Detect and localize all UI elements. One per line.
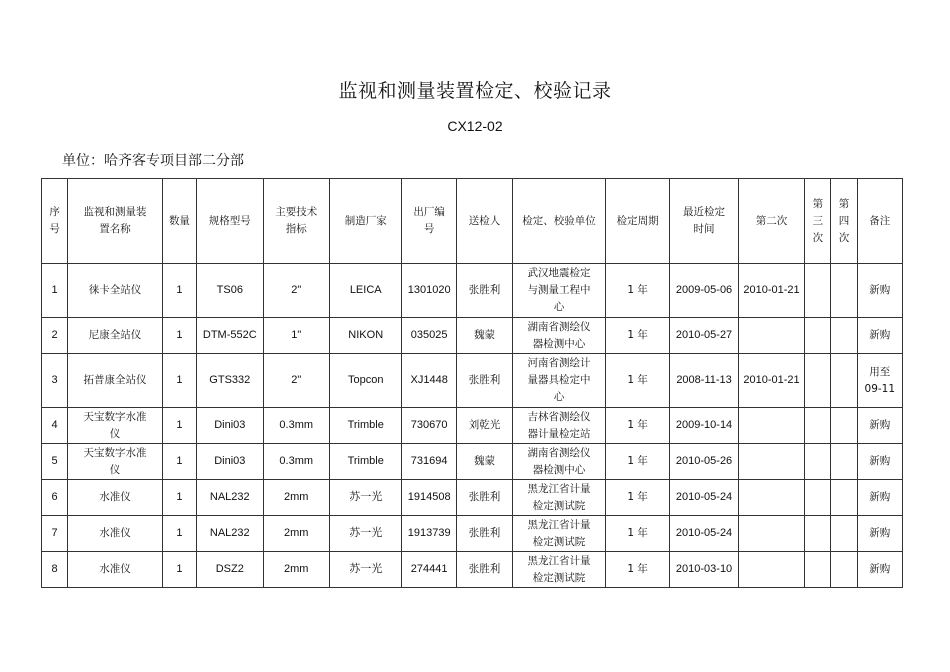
cell-second xyxy=(738,552,804,588)
cell-model: DTM-552C xyxy=(197,318,263,354)
table-row xyxy=(42,408,903,444)
cell-note: 新购 xyxy=(857,408,902,444)
cell-maker: Topcon xyxy=(329,354,402,408)
cell-third xyxy=(805,264,831,318)
cell-fourth xyxy=(831,408,857,444)
cell-sender: 魏蒙 xyxy=(456,318,512,354)
cell-third xyxy=(805,408,831,444)
header-note: 备注 xyxy=(857,179,902,264)
cell-model: NAL232 xyxy=(197,516,263,552)
cell-name: 天宝数字水准 仪 xyxy=(68,408,163,444)
cell-cycle: 1 年 xyxy=(605,516,669,552)
cell-last: 2010-05-24 xyxy=(670,516,738,552)
cell-sender: 张胜利 xyxy=(456,354,512,408)
cell-spec: 2" xyxy=(263,264,329,318)
cell-sender: 刘乾光 xyxy=(456,408,512,444)
cell-name: 水准仪 xyxy=(68,516,163,552)
cell-cycle: 1 年 xyxy=(605,408,669,444)
cell-fourth xyxy=(831,552,857,588)
cell-name: 拓普康全站仪 xyxy=(68,354,163,408)
cell-no: 6 xyxy=(42,480,68,516)
cell-second xyxy=(738,318,804,354)
cell-second xyxy=(738,444,804,480)
cell-org: 黑龙江省计量 检定测试院 xyxy=(513,552,606,588)
cell-third xyxy=(805,354,831,408)
cell-note: 新购 xyxy=(857,444,902,480)
cell-second xyxy=(738,516,804,552)
cell-maker: Trimble xyxy=(329,408,402,444)
cell-fourth xyxy=(831,516,857,552)
header-no: 序 号 xyxy=(42,179,68,264)
cell-fourth xyxy=(831,354,857,408)
cell-model: Dini03 xyxy=(197,444,263,480)
cell-last: 2009-10-14 xyxy=(670,408,738,444)
cell-qty: 1 xyxy=(162,552,196,588)
cell-qty: 1 xyxy=(162,354,196,408)
header-maker: 制造厂家 xyxy=(329,179,402,264)
cell-serial: 1913739 xyxy=(402,516,456,552)
cell-third xyxy=(805,444,831,480)
cell-name: 徕卡全站仪 xyxy=(68,264,163,318)
cell-maker: Trimble xyxy=(329,444,402,480)
table-row xyxy=(42,552,903,588)
cell-cycle: 1 年 xyxy=(605,480,669,516)
table-row xyxy=(42,480,903,516)
cell-qty: 1 xyxy=(162,444,196,480)
header-name: 监视和测量装 置名称 xyxy=(68,179,163,264)
header-third: 第 三 次 xyxy=(805,179,831,264)
cell-fourth xyxy=(831,444,857,480)
cell-org: 黑龙江省计量 检定测试院 xyxy=(513,480,606,516)
cell-third xyxy=(805,552,831,588)
header-cycle: 检定周期 xyxy=(605,179,669,264)
cell-second: 2010-01-21 xyxy=(738,264,804,318)
cell-spec: 0.3mm xyxy=(263,444,329,480)
cell-cycle: 1 年 xyxy=(605,318,669,354)
cell-second xyxy=(738,408,804,444)
cell-org: 武汉地震检定 与测量工程中 心 xyxy=(513,264,606,318)
cell-sender: 张胜利 xyxy=(456,552,512,588)
cell-name: 水准仪 xyxy=(68,480,163,516)
cell-serial: 730670 xyxy=(402,408,456,444)
cell-no: 1 xyxy=(42,264,68,318)
cell-maker: LEICA xyxy=(329,264,402,318)
cell-last: 2010-05-27 xyxy=(670,318,738,354)
document-title: 监视和测量装置检定、校验记录 xyxy=(338,80,612,102)
cell-serial: 1914508 xyxy=(402,480,456,516)
calibration-record-table xyxy=(41,178,903,588)
cell-name: 天宝数字水准 仪 xyxy=(68,444,163,480)
cell-spec: 2mm xyxy=(263,552,329,588)
cell-cycle: 1 年 xyxy=(605,444,669,480)
cell-spec: 2mm xyxy=(263,516,329,552)
cell-name: 水准仪 xyxy=(68,552,163,588)
cell-note: 新购 xyxy=(857,264,902,318)
cell-qty: 1 xyxy=(162,264,196,318)
cell-sender: 张胜利 xyxy=(456,480,512,516)
cell-qty: 1 xyxy=(162,516,196,552)
cell-model: NAL232 xyxy=(197,480,263,516)
cell-no: 4 xyxy=(42,408,68,444)
cell-maker: 苏一光 xyxy=(329,516,402,552)
cell-cycle: 1 年 xyxy=(605,354,669,408)
table-row xyxy=(42,318,903,354)
cell-last: 2010-05-24 xyxy=(670,480,738,516)
cell-cycle: 1 年 xyxy=(605,264,669,318)
cell-fourth xyxy=(831,480,857,516)
table-row xyxy=(42,444,903,480)
cell-qty: 1 xyxy=(162,318,196,354)
cell-org: 湖南省测绘仪 器检测中心 xyxy=(513,444,606,480)
cell-maker: 苏一光 xyxy=(329,552,402,588)
cell-serial: 1301020 xyxy=(402,264,456,318)
cell-spec: 0.3mm xyxy=(263,408,329,444)
cell-org: 湖南省测绘仪 器检测中心 xyxy=(513,318,606,354)
unit-label: 单位：哈齐客专项目部二分部 xyxy=(62,153,244,169)
cell-second xyxy=(738,480,804,516)
cell-model: TS06 xyxy=(197,264,263,318)
table-row xyxy=(42,354,903,408)
cell-serial: XJ1448 xyxy=(402,354,456,408)
cell-no: 7 xyxy=(42,516,68,552)
cell-last: 2010-03-10 xyxy=(670,552,738,588)
table-row xyxy=(42,516,903,552)
cell-spec: 1" xyxy=(263,318,329,354)
cell-name: 尼康全站仪 xyxy=(68,318,163,354)
cell-serial: 731694 xyxy=(402,444,456,480)
cell-model: GTS332 xyxy=(197,354,263,408)
cell-note: 用至 09-11 xyxy=(857,354,902,408)
cell-org: 吉林省测绘仪 器计量检定站 xyxy=(513,408,606,444)
cell-spec: 2mm xyxy=(263,480,329,516)
cell-org: 黑龙江省计量 检定测试院 xyxy=(513,516,606,552)
cell-serial: 035025 xyxy=(402,318,456,354)
cell-third xyxy=(805,516,831,552)
cell-serial: 274441 xyxy=(402,552,456,588)
cell-third xyxy=(805,480,831,516)
cell-note: 新购 xyxy=(857,552,902,588)
table-header-row xyxy=(42,179,903,264)
cell-sender: 张胜利 xyxy=(456,516,512,552)
header-sender: 送检人 xyxy=(456,179,512,264)
cell-sender: 张胜利 xyxy=(456,264,512,318)
cell-note: 新购 xyxy=(857,318,902,354)
cell-maker: NIKON xyxy=(329,318,402,354)
cell-no: 8 xyxy=(42,552,68,588)
cell-model: DSZ2 xyxy=(197,552,263,588)
cell-fourth xyxy=(831,318,857,354)
cell-qty: 1 xyxy=(162,408,196,444)
header-model: 规格型号 xyxy=(197,179,263,264)
header-fourth: 第 四 次 xyxy=(831,179,857,264)
cell-org: 河南省测绘计 量器具检定中 心 xyxy=(513,354,606,408)
cell-spec: 2" xyxy=(263,354,329,408)
header-last: 最近检定 时间 xyxy=(670,179,738,264)
cell-last: 2010-05-26 xyxy=(670,444,738,480)
document-code: CX12-02 xyxy=(447,118,503,134)
cell-fourth xyxy=(831,264,857,318)
cell-third xyxy=(805,318,831,354)
header-org: 检定、校验单位 xyxy=(513,179,606,264)
cell-note: 新购 xyxy=(857,480,902,516)
header-spec: 主要技术 指标 xyxy=(263,179,329,264)
cell-last: 2008-11-13 xyxy=(670,354,738,408)
header-serial: 出厂编 号 xyxy=(402,179,456,264)
cell-cycle: 1 年 xyxy=(605,552,669,588)
table-row xyxy=(42,264,903,318)
cell-last: 2009-05-06 xyxy=(670,264,738,318)
cell-no: 2 xyxy=(42,318,68,354)
header-second: 第二次 xyxy=(738,179,804,264)
cell-model: Dini03 xyxy=(197,408,263,444)
cell-sender: 魏蒙 xyxy=(456,444,512,480)
cell-qty: 1 xyxy=(162,480,196,516)
cell-second: 2010-01-21 xyxy=(738,354,804,408)
cell-note: 新购 xyxy=(857,516,902,552)
header-qty: 数量 xyxy=(162,179,196,264)
cell-no: 5 xyxy=(42,444,68,480)
cell-maker: 苏一光 xyxy=(329,480,402,516)
cell-no: 3 xyxy=(42,354,68,408)
